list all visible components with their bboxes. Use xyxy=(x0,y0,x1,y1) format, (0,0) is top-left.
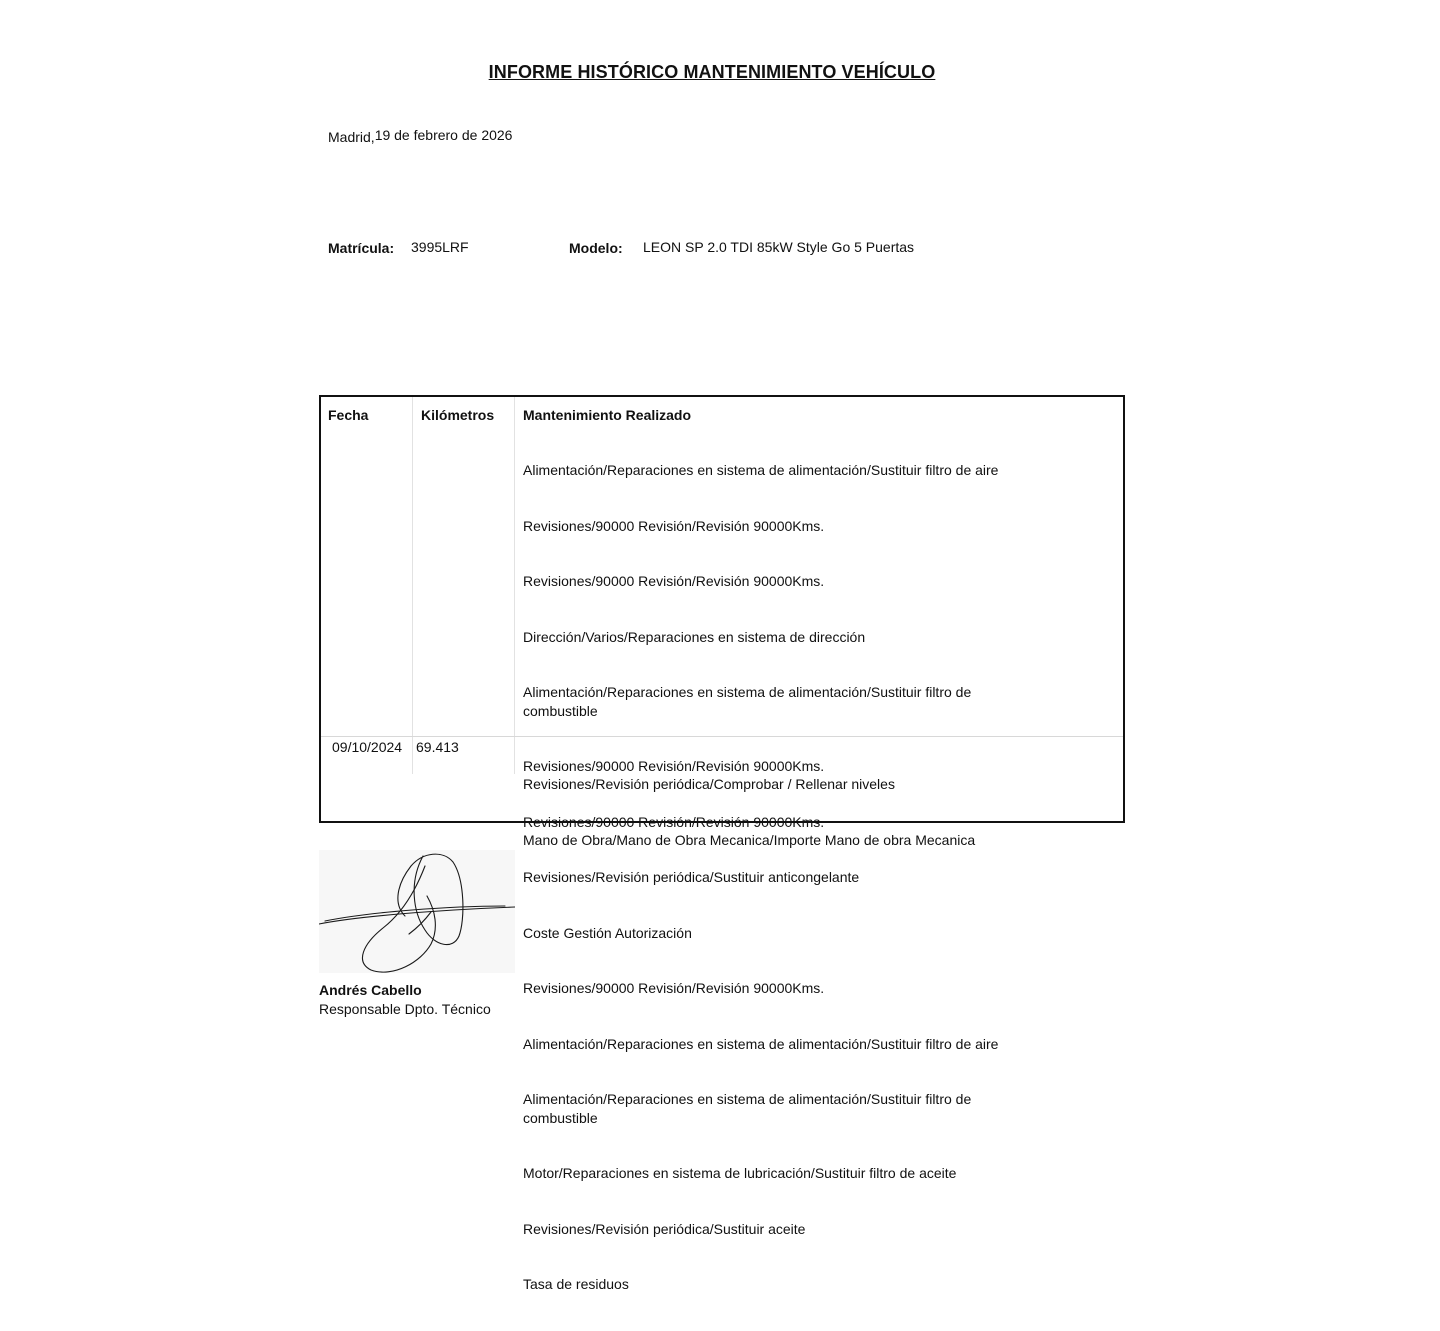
model-value: LEON SP 2.0 TDI 85kW Style Go 5 Puertas xyxy=(643,239,915,255)
column-divider-km xyxy=(514,397,515,774)
maintenance-item: Revisiones/Revisión periódica/Sustituir anticongelante xyxy=(523,869,860,885)
maintenance-item: Mano de Obra/Mano de Obra Mecanica/Importe Mano de obra Mecanica xyxy=(523,831,976,848)
maintenance-item: Revisiones/90000 Revisión/Revisión 90000Kms. xyxy=(523,758,825,774)
maintenance-item: Alimentación/Reparaciones en sistema de alimentación/Sustituir filtro de combustible xyxy=(523,1091,972,1126)
plate-value: 3995LRF xyxy=(411,239,469,255)
report-date: 19 de febrero de 2026 xyxy=(374,127,513,143)
header-km: Kilómetros xyxy=(421,407,495,423)
maintenance-item: Tasa de residuos xyxy=(523,1276,629,1292)
maintenance-item: Dirección/Varios/Reparaciones en sistema de dirección xyxy=(523,628,866,645)
model-label: Modelo: xyxy=(569,240,623,256)
row-2-maintenance-list xyxy=(523,738,975,886)
signer-role: Responsable Dpto. Técnico xyxy=(319,1001,491,1017)
maintenance-item: Revisiones/Revisión periódica/Comprobar / Rellenar niveles xyxy=(523,776,895,792)
maintenance-item: Revisiones/90000 Revisión/Revisión 90000Kms. xyxy=(523,813,825,830)
maintenance-item: Revisiones/90000 Revisión/Revisión 90000Kms. xyxy=(523,573,825,589)
maintenance-item: Alimentación/Reparaciones en sistema de alimentación/Sustituir filtro de aire xyxy=(523,1035,999,1052)
row-2-date: 09/10/2024 xyxy=(332,739,403,755)
place-and-date xyxy=(328,127,512,143)
maintenance-item: Coste Gestión Autorización xyxy=(523,924,692,941)
signer-name: Andrés Cabello xyxy=(319,982,422,998)
maintenance-item: Alimentación/Reparaciones en sistema de alimentación/Sustituir filtro de combustible xyxy=(523,684,972,719)
maintenance-item: Motor/Reparaciones en sistema de lubricación/Sustituir filtro de aceite xyxy=(523,1165,957,1181)
maintenance-item: Revisiones/Revisión periódica/Sustituir aceite xyxy=(523,1220,806,1237)
maintenance-item: Revisiones/90000 Revisión/Revisión 90000Kms. xyxy=(523,517,825,534)
plate-label: Matrícula: xyxy=(328,240,395,256)
header-date: Fecha xyxy=(328,407,369,423)
maintenance-item: Revisiones/90000 Revisión/Revisión 90000Kms. xyxy=(523,980,825,996)
report-city: Madrid, xyxy=(328,129,375,145)
maintenance-item: Alimentación/Reparaciones en sistema de alimentación/Sustituir filtro de aire xyxy=(523,462,999,478)
column-divider-date xyxy=(412,397,413,774)
signature-image xyxy=(319,850,515,973)
row-2-km: 69.413 xyxy=(416,739,459,755)
report-title: INFORME HISTÓRICO MANTENIMIENTO VEHÍCULO xyxy=(488,62,936,82)
header-work: Mantenimiento Realizado xyxy=(523,407,692,423)
